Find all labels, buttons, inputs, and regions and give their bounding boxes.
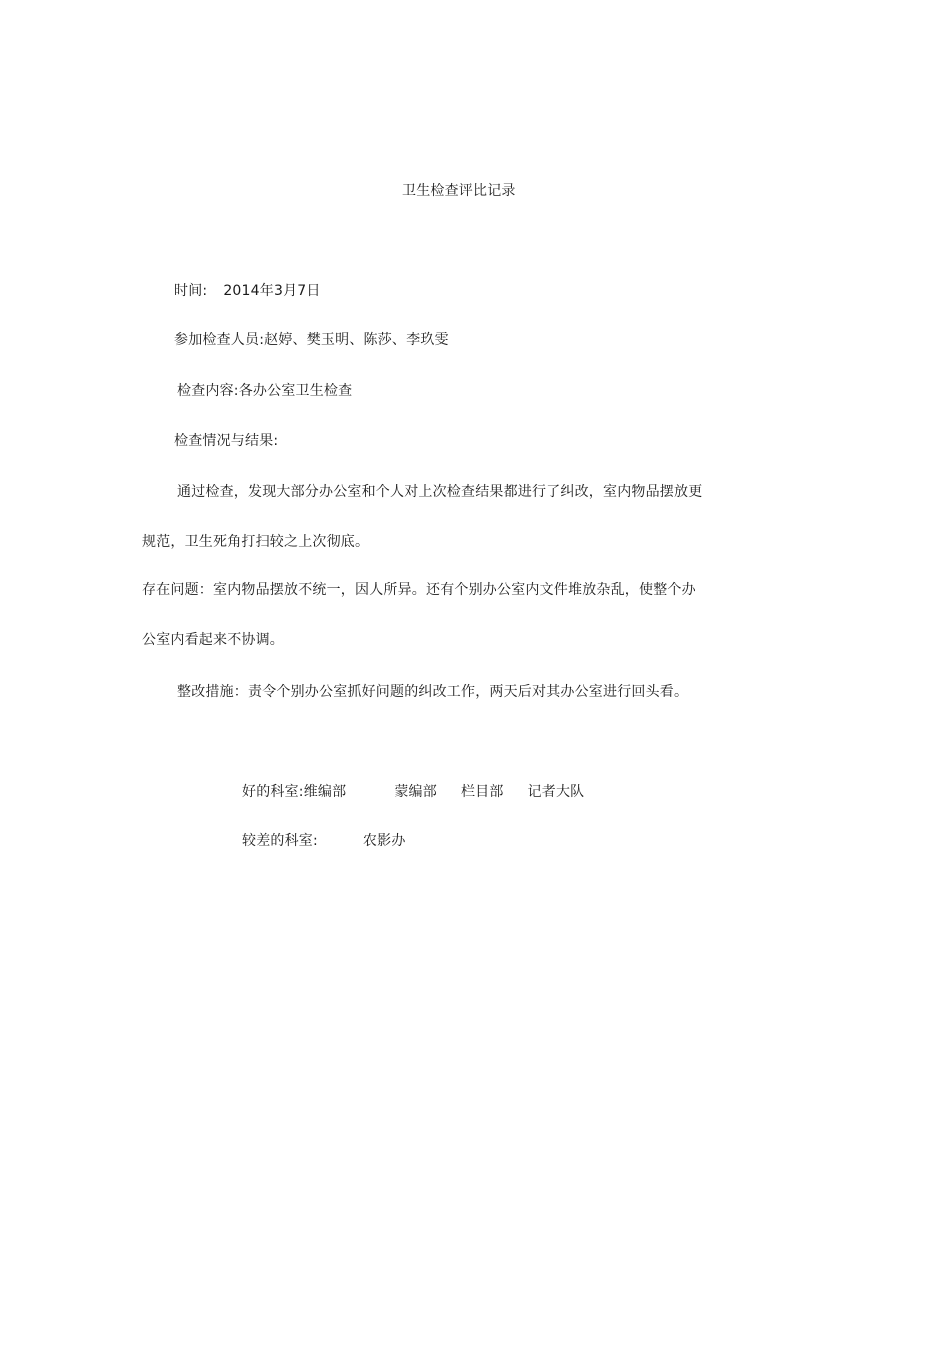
rectification-measures: 整改措施：责令个别办公室抓好问题的纠改工作，两天后对其办公室进行回头看。 [177, 684, 689, 700]
good-department: 蒙编部 [394, 784, 437, 800]
content-label: 检查内容: [177, 383, 239, 399]
inspection-time [174, 282, 321, 300]
inspection-staff [174, 331, 449, 349]
staff-value: 赵婷、樊玉明、陈莎、李玖雯 [264, 332, 449, 348]
result-heading: 检查情况与结果: [174, 433, 279, 449]
staff-label: 参加检查人员: [174, 332, 265, 348]
time-value: 2014年3月7日 [223, 283, 321, 299]
poor-departments-label: 较差的科室: [242, 833, 318, 849]
good-department: 栏目部 [460, 784, 504, 800]
inspection-content [177, 382, 352, 400]
good-department: 记者大队 [527, 784, 585, 800]
poor-department: 农影办 [362, 833, 406, 849]
good-department: 维编部 [303, 784, 347, 800]
content-value: 各办公室卫生检查 [238, 383, 353, 399]
issues-line-1: 存在问题：室内物品摆放不统一，因人所异。还有个别办公室内文件堆放杂乱，使整个办 [142, 582, 696, 598]
time-label: 时间: [174, 283, 208, 299]
good-departments [242, 783, 584, 801]
result-paragraph-line-1: 通过检查，发现大部分办公室和个人对上次检查结果都进行了纠改，室内物品摆放更 [177, 484, 703, 500]
good-departments-label: 好的科室: [242, 784, 304, 800]
document-title: 卫生检查评比记录 [402, 183, 516, 199]
issues-line-2: 公室内看起来不协调。 [142, 632, 284, 648]
result-paragraph-line-2: 规范，卫生死角打扫较之上次彻底。 [142, 534, 370, 550]
poor-departments [242, 832, 406, 850]
